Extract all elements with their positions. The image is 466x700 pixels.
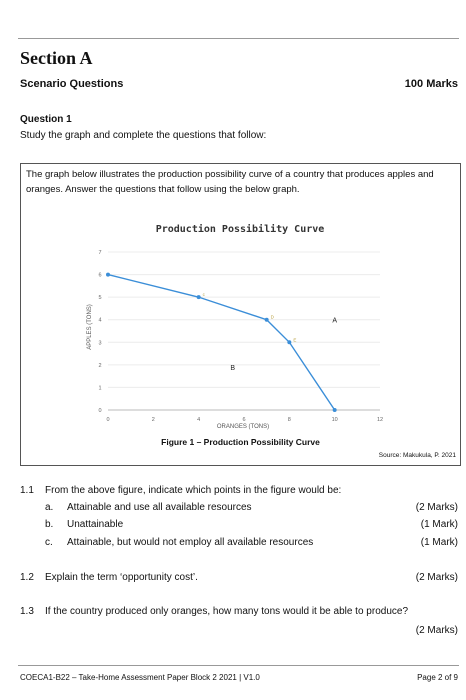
y-tick-label: 6 <box>98 272 102 279</box>
x-axis-label: ORANGES (TONS) <box>216 424 270 430</box>
scenario-heading: Scenario Questions <box>20 78 124 90</box>
question-marks: (2 Marks) <box>415 572 458 583</box>
subquestion-label: b. <box>45 519 54 530</box>
data-point <box>197 295 201 299</box>
x-tick-label: 8 <box>287 417 291 423</box>
data-point <box>106 273 110 277</box>
x-tick-label: 0 <box>106 417 110 423</box>
question-text: Explain the term ‘opportunity cost’. <box>45 572 198 583</box>
y-tick-label: 1 <box>98 385 102 392</box>
subquestion-text: Attainable, but would not employ all available resources <box>67 537 314 548</box>
subquestion-marks: (1 Mark) <box>420 519 458 530</box>
y-tick-label: 4 <box>98 317 102 324</box>
chart-plot-area <box>98 250 383 423</box>
subquestion-text: Attainable and use all available resources <box>67 502 252 513</box>
section-title: Section A <box>20 48 93 68</box>
data-point <box>287 340 291 344</box>
subquestion-marks: (2 Marks) <box>415 502 458 513</box>
question-number: 1.1 <box>20 485 34 496</box>
x-tick-label: 4 <box>197 417 201 423</box>
question-1-instruction: Study the graph and complete the questions that follow: <box>20 130 267 141</box>
x-tick-label: 2 <box>151 417 155 423</box>
point-label: c <box>202 292 205 298</box>
region-label: B <box>230 365 236 373</box>
y-tick-label: 3 <box>98 340 102 347</box>
subquestion-text: Unattainable <box>67 519 124 530</box>
point-label: E <box>293 337 297 343</box>
ppc-chart <box>80 215 384 435</box>
header-rule <box>18 38 459 39</box>
x-tick-label: 12 <box>376 417 384 423</box>
y-tick-label: 7 <box>98 250 102 256</box>
y-tick-label: 2 <box>98 362 102 369</box>
question-number: 1.3 <box>20 606 34 617</box>
question-1-title: Question 1 <box>20 114 72 125</box>
question-text: From the above figure, indicate which points in the figure would be: <box>45 485 342 496</box>
y-tick-label: 5 <box>98 295 102 302</box>
data-point <box>265 318 269 322</box>
subquestion-marks: (1 Mark) <box>420 537 458 548</box>
region-label: A <box>332 317 338 325</box>
question-marks: (2 Marks) <box>415 625 458 636</box>
chart-title: Production Possibility Curve <box>155 224 325 235</box>
subquestion-label: a. <box>45 502 54 513</box>
y-tick-label: 0 <box>98 408 102 414</box>
total-marks: 100 Marks <box>404 78 458 90</box>
x-tick-label: 6 <box>242 417 246 423</box>
point-label: D <box>270 314 274 320</box>
footer-rule <box>18 665 459 666</box>
figure-source: Source: Makukula, P. 2021 <box>378 452 456 459</box>
question-number: 1.2 <box>20 572 34 583</box>
page-number: Page 2 of 9 <box>417 673 458 682</box>
question-text: If the country produced only oranges, how many tons would it be able to produce? <box>45 606 409 617</box>
scenario-text: The graph below illustrates the production possibility curve of a country that produces apples and oranges. Answer the questions that follow using the below graph. <box>26 169 434 195</box>
subquestion-label: c. <box>45 537 53 548</box>
footer-document-code: COECA1-B22 – Take-Home Assessment Paper Block 2 2021 | V1.0 <box>20 673 260 682</box>
data-point <box>333 408 337 412</box>
y-axis-label: APPLES (TONS) <box>87 304 93 350</box>
x-tick-label: 10 <box>331 417 338 423</box>
figure-caption: Figure 1 – Production Possibility Curve <box>161 437 320 447</box>
